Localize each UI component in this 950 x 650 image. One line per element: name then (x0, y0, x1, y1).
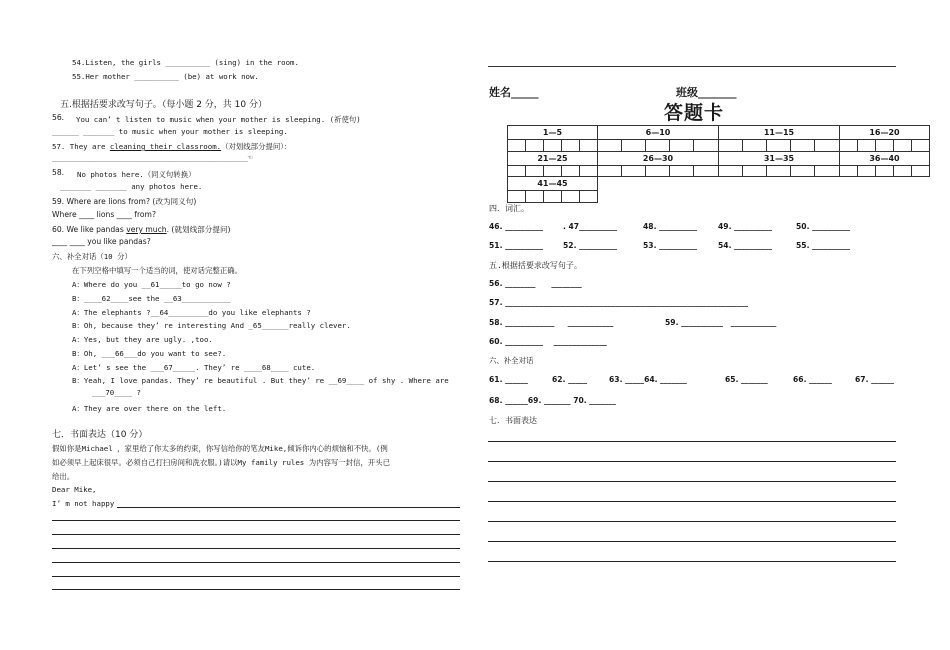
answer-cell[interactable] (791, 165, 815, 177)
vocab-51[interactable]: 51. __________ (489, 241, 544, 250)
dialogue-line: B：Oh, ___66___do you want to see?. (72, 349, 227, 358)
answer-grid (507, 125, 930, 203)
section-6-instruction: 在下列空格中填写一个适当的词，使对话完整正确。 (72, 266, 242, 275)
answer-60[interactable]: 60. __________ ______________ (489, 337, 607, 346)
section-6-answer-title: 六、补全对话 (489, 356, 534, 365)
writing-line[interactable] (117, 507, 460, 508)
answer-cell[interactable] (622, 140, 646, 152)
writing-line[interactable] (488, 561, 896, 562)
vocab-50[interactable]: 50. __________ (796, 222, 851, 231)
vocab-49[interactable]: 49. __________ (718, 222, 773, 231)
dialogue-line: B：____62____see the __63___________ (72, 294, 231, 303)
answer-56[interactable]: 56. ________ ________ (489, 279, 582, 288)
vocab-48[interactable]: 48. __________ (643, 222, 698, 231)
answer-cell[interactable] (544, 191, 562, 203)
grid-header: 41—45 (508, 177, 598, 191)
answer-cell[interactable] (562, 140, 580, 152)
answer-cell[interactable] (622, 165, 646, 177)
dialogue-line: A：The elephants ?__64_________do you like elephants ? (72, 308, 311, 317)
answer-cell[interactable] (646, 165, 670, 177)
dialogue-answer-63-64[interactable]: 63. _____64. _______ (609, 375, 687, 384)
grid-header: 16—20 (840, 126, 930, 140)
answer-57[interactable]: 57. ________________________________________________________________ (489, 298, 749, 307)
answer-cell[interactable] (562, 165, 580, 177)
question-56-number: 56. (52, 113, 65, 122)
writing-line[interactable] (52, 562, 460, 563)
writing-prompt-line: 给出。 (52, 472, 75, 481)
answer-cell[interactable] (894, 140, 912, 152)
answer-cell[interactable] (876, 165, 894, 177)
answer-cell[interactable] (767, 140, 791, 152)
answer-cell[interactable] (912, 165, 930, 177)
question-55: 55.Her mother __________ (be) at work now. (72, 72, 259, 81)
answer-59[interactable]: 59. ___________ ____________ (665, 318, 777, 327)
dialogue-answer-62[interactable]: 62. _____ (552, 375, 588, 384)
vocab-52[interactable]: 52. __________ (563, 241, 618, 250)
answer-cell[interactable] (840, 165, 858, 177)
answer-cell[interactable] (876, 140, 894, 152)
grid-header: 21—25 (508, 151, 598, 165)
question-58-number: 58. (52, 168, 65, 177)
answer-cell[interactable] (562, 191, 580, 203)
dialogue-line: ___70____ ? (92, 388, 141, 397)
question-54: 54.Listen, the girls __________ (sing) in the room. (72, 58, 299, 67)
dialogue-answer-67[interactable]: 67. ______ (855, 375, 894, 384)
section-7-answer-title: 七．书面表达 (489, 416, 537, 425)
answer-cell[interactable] (767, 165, 791, 177)
writing-line[interactable] (52, 548, 460, 549)
grid-header: 11—15 (719, 126, 840, 140)
letter-opening: I’ m not happy (52, 499, 115, 508)
dialogue-answer-68-70[interactable]: 68. ______69. _______ 70. _______ (489, 396, 616, 405)
answer-cell[interactable] (694, 165, 719, 177)
answer-cell[interactable] (743, 140, 767, 152)
answer-cell[interactable] (670, 165, 694, 177)
answer-cell[interactable] (580, 191, 598, 203)
answer-cell[interactable] (526, 165, 544, 177)
answer-cell[interactable] (670, 140, 694, 152)
answer-cell[interactable] (508, 165, 526, 177)
class-field[interactable]: 班级_______ (676, 86, 737, 99)
answer-cell[interactable] (508, 140, 526, 152)
vocab-47[interactable]: . 47__________ (563, 222, 618, 231)
vocab-54[interactable]: 54. __________ (718, 241, 773, 250)
grid-header: 1—5 (508, 126, 598, 140)
dialogue-line: A：They are over there on the left. (72, 404, 227, 413)
name-field[interactable]: 姓名_____ (489, 86, 539, 99)
question-56: You can’ t listen to music when your mother is sleeping. (祈使句) (76, 115, 361, 124)
writing-line[interactable] (488, 501, 896, 502)
grid-header: 36—40 (840, 151, 930, 165)
question-59-answer: Where ____ lions ____ from? (52, 210, 156, 219)
dialogue-answer-61[interactable]: 61. ______ (489, 375, 528, 384)
answer-card-title: 答题卡 (664, 102, 725, 124)
question-58-answer: _______ _______ any photos here. (60, 182, 203, 191)
answer-cell[interactable] (580, 165, 598, 177)
answer-cell[interactable] (646, 140, 670, 152)
writing-line[interactable] (488, 441, 896, 442)
answer-cell[interactable] (598, 140, 622, 152)
section-4-title: 四．词汇。 (489, 204, 529, 213)
writing-line[interactable] (52, 520, 460, 521)
dialogue-line: B：Yeah, I love pandas. They’ re beautiful . But they’ re __69____ of shy . Where are (72, 376, 449, 385)
question-57-answer: ____________________________________________☜ (52, 153, 253, 162)
writing-line[interactable] (52, 576, 460, 577)
writing-prompt-line: 假如你是Michael ，家里给了你太多的约束，你写信给你的笔友Mike,倾诉你内心的烦恼和不快。(例 (52, 444, 388, 453)
writing-line[interactable] (52, 534, 460, 535)
writing-line[interactable] (52, 589, 460, 590)
answer-cell[interactable] (858, 140, 876, 152)
grid-header: 31—35 (719, 151, 840, 165)
answer-cell[interactable] (544, 165, 562, 177)
grid-header: 26—30 (598, 151, 719, 165)
answer-cell[interactable] (544, 140, 562, 152)
answer-cell[interactable] (580, 140, 598, 152)
vocab-46[interactable]: 46. __________ (489, 222, 544, 231)
answer-cell[interactable] (598, 165, 622, 177)
answer-cell[interactable] (840, 140, 858, 152)
answer-cell[interactable] (815, 165, 840, 177)
answer-cell[interactable] (526, 140, 544, 152)
answer-cell[interactable] (694, 140, 719, 152)
section-5-title: 五.根据括要求改写句子。（每小题 2 分，共 10 分） (60, 100, 267, 110)
hand-pointer-icon: ☜ (247, 153, 253, 162)
question-60: 60. We like pandas very much. (就划线部分提问) (52, 225, 231, 234)
dialogue-answer-65[interactable]: 65. _______ (725, 375, 768, 384)
letter-greeting: Dear Mike, (52, 485, 97, 494)
answer-cell[interactable] (815, 140, 840, 152)
dialogue-answer-66[interactable]: 66. ______ (793, 375, 832, 384)
dialogue-line: A：Let’ s see the ___67_____. They’ re ____68____ cute. (72, 363, 316, 372)
vocab-53[interactable]: 53. __________ (643, 241, 698, 250)
vocab-55[interactable]: 55. __________ (796, 241, 851, 250)
answer-cell[interactable] (743, 165, 767, 177)
writing-line[interactable] (488, 541, 896, 542)
answer-cell[interactable] (791, 140, 815, 152)
answer-cell[interactable] (719, 165, 743, 177)
answer-cell[interactable] (526, 191, 544, 203)
top-rule (488, 66, 896, 67)
grid-header: 6—10 (598, 126, 719, 140)
question-59: 59. Where are lions from? (改为同义句) (52, 197, 197, 206)
answer-cell[interactable] (858, 165, 876, 177)
question-60-answer: ____ ____ you like pandas? (52, 237, 151, 246)
writing-line[interactable] (488, 521, 896, 522)
answer-cell[interactable] (894, 165, 912, 177)
writing-line[interactable] (488, 461, 896, 462)
writing-line[interactable] (488, 481, 896, 482)
writing-prompt-line: 如必须早上起床很早。必须自己打扫房间和洗衣服。)请以My family rules 为内容写一封信，开头已 (52, 458, 391, 467)
dialogue-line: A：Where do you __61_____to go now ? (72, 280, 231, 289)
answer-58[interactable]: 58. _____________ ____________ (489, 318, 614, 327)
section-6-title: 六、补全对话（10 分） (52, 252, 132, 261)
answer-cell[interactable] (719, 140, 743, 152)
question-57: 57. They are cleaning their classroom.（对划线部分提问）： (52, 142, 292, 151)
answer-cell[interactable] (912, 140, 930, 152)
section-5-answer-title: 五.根据括要求改写句子。 (489, 261, 582, 270)
dialogue-line: B：Oh, because they’ re interesting And _65______really clever. (72, 321, 351, 330)
question-56-answer: ______ _______ to music when your mother is sleeping. (52, 127, 288, 136)
answer-cell[interactable] (508, 191, 526, 203)
section-7-title: 七．书面表达（10 分） (52, 430, 148, 440)
dialogue-line: A：Yes, but they are ugly. ,too. (72, 335, 213, 344)
question-58: No photos here.（同义句转换） (77, 170, 196, 179)
